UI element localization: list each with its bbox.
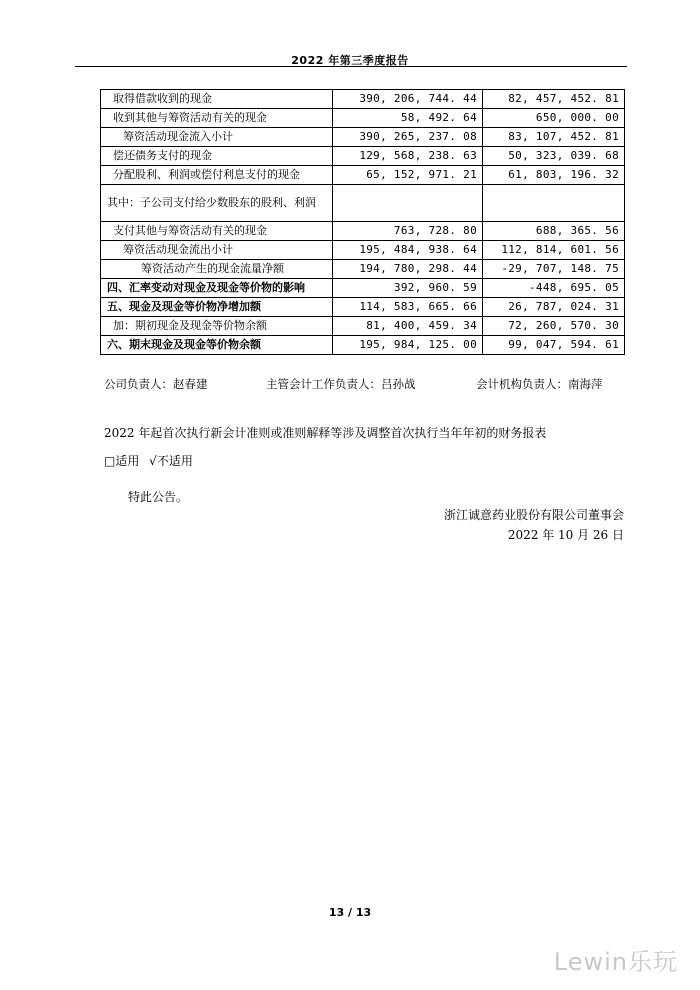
page-number: 13 / 13 (328, 906, 372, 919)
current-period-value: 195, 484, 938. 64 (333, 241, 483, 260)
prior-period-value: 82, 457, 452. 81 (483, 90, 625, 109)
current-period-value: 763, 728. 80 (333, 222, 483, 241)
row-label: 取得借款收到的现金 (101, 90, 333, 109)
row-label: 偿还债务支付的现金 (101, 147, 333, 166)
current-period-value: 194, 780, 298. 44 (333, 260, 483, 279)
header-divider (75, 66, 627, 67)
table-row (101, 166, 625, 185)
table-row (101, 279, 625, 298)
row-label: 六、期末现金及现金等价物余额 (101, 336, 333, 355)
watermark-logo: Lewin乐玩 (553, 948, 678, 976)
current-period-value: 58, 492. 64 (333, 109, 483, 128)
current-period-value: 114, 583, 665. 66 (333, 298, 483, 317)
current-period-value: 390, 265, 237. 08 (333, 128, 483, 147)
prior-period-value: 688, 365. 56 (483, 222, 625, 241)
current-period-value: 390, 206, 744. 44 (333, 90, 483, 109)
table-row (101, 128, 625, 147)
row-label: 收到其他与筹资活动有关的现金 (101, 109, 333, 128)
table-row (101, 336, 625, 355)
table-row (101, 147, 625, 166)
company-head-signature: 公司负责人：赵春建 (104, 377, 208, 391)
row-label: 加：期初现金及现金等价物余额 (101, 317, 333, 336)
current-period-value: 65, 152, 971. 21 (333, 166, 483, 185)
option-applicable: □适用 (104, 454, 140, 468)
current-period-value: 195, 984, 125. 00 (333, 336, 483, 355)
accounting-head-signature: 主管会计工作负责人：吕孙战 (266, 377, 416, 391)
current-period-value: 129, 568, 238. 63 (333, 147, 483, 166)
table-row (101, 222, 625, 241)
announcement-date: 2022 年 10 月 26 日 (507, 528, 624, 542)
row-label: 筹资活动产生的现金流量净额 (101, 260, 333, 279)
prior-period-value: 650, 000. 00 (483, 109, 625, 128)
row-label: 筹资活动现金流入小计 (101, 128, 333, 147)
table-row (101, 90, 625, 109)
prior-period-value: -29, 707, 148. 75 (483, 260, 625, 279)
table-row (101, 109, 625, 128)
accounting-standard-note: 2022 年起首次执行新会计准则或准则解释等涉及调整首次执行当年年初的财务报表 (104, 426, 547, 440)
cash-flow-table (100, 89, 625, 355)
prior-period-value: 61, 803, 196. 32 (483, 166, 625, 185)
current-period-value: 392, 960. 59 (333, 279, 483, 298)
accounting-org-head-signature: 会计机构负责人：南海萍 (476, 377, 603, 391)
prior-period-value: 83, 107, 452. 81 (483, 128, 625, 147)
row-label: 其中：子公司支付给少数股东的股利、利润 (101, 185, 333, 222)
report-header-title: 2022 年第三季度报告 (291, 54, 409, 67)
row-label: 四、汇率变动对现金及现金等价物的影响 (101, 279, 333, 298)
row-label: 五、现金及现金等价物净增加额 (101, 298, 333, 317)
prior-period-value: -448, 695. 05 (483, 279, 625, 298)
option-not-applicable: √不适用 (149, 454, 193, 468)
table-row (101, 241, 625, 260)
table-row (101, 260, 625, 279)
announcement-text: 特此公告。 (128, 490, 189, 504)
prior-period-value: 50, 323, 039. 68 (483, 147, 625, 166)
prior-period-value: 99, 047, 594. 61 (483, 336, 625, 355)
board-of-directors-name: 浙江诚意药业股份有限公司董事会 (443, 508, 624, 522)
current-period-value: 81, 400, 459. 34 (333, 317, 483, 336)
table-row (101, 298, 625, 317)
row-label: 分配股利、利润或偿付利息支付的现金 (101, 166, 333, 185)
prior-period-value: 72, 260, 570. 30 (483, 317, 625, 336)
row-label: 筹资活动现金流出小计 (101, 241, 333, 260)
table-row (101, 317, 625, 336)
row-label: 支付其他与筹资活动有关的现金 (101, 222, 333, 241)
table-row (101, 185, 625, 222)
prior-period-value: 26, 787, 024. 31 (483, 298, 625, 317)
prior-period-value: 112, 814, 601. 56 (483, 241, 625, 260)
current-period-value (333, 185, 483, 222)
prior-period-value (483, 185, 625, 222)
applicability-options (104, 452, 199, 469)
